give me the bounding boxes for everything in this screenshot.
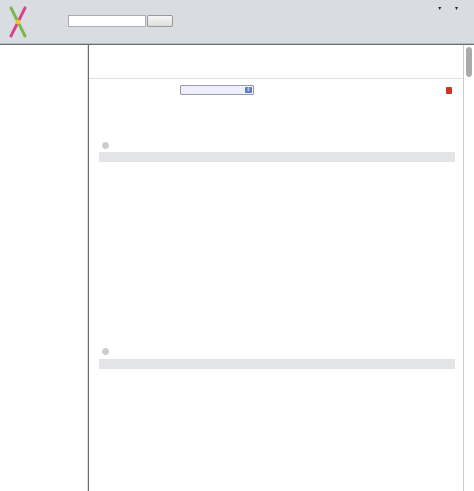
search-input[interactable] bbox=[68, 15, 146, 27]
table-header bbox=[99, 152, 455, 162]
logo-mark-icon bbox=[9, 6, 27, 38]
decreased-risk-title bbox=[99, 346, 109, 356]
header-name bbox=[183, 359, 267, 369]
header-dot bbox=[99, 152, 183, 162]
user-nav bbox=[422, 5, 466, 12]
help-icon[interactable] bbox=[102, 348, 109, 355]
elevated-risk-title bbox=[99, 140, 109, 150]
chevron-updown-icon: ⇕ bbox=[246, 87, 251, 93]
header-updated bbox=[350, 152, 455, 162]
sidebar bbox=[0, 45, 88, 491]
scrollbar[interactable] bbox=[463, 45, 474, 491]
header-name bbox=[183, 152, 267, 162]
chevron-down-icon: ▾ bbox=[438, 6, 442, 12]
top-bar bbox=[0, 0, 474, 44]
print-summary-link[interactable] bbox=[446, 87, 454, 94]
main-content bbox=[89, 45, 463, 491]
scrollbar-thumb[interactable] bbox=[466, 47, 472, 77]
decreased-risk-table bbox=[99, 359, 455, 369]
sort-row bbox=[99, 123, 113, 129]
show-results-row bbox=[99, 85, 454, 99]
header-confidence bbox=[267, 152, 351, 162]
search-button[interactable] bbox=[147, 15, 173, 27]
header-updated bbox=[350, 359, 455, 369]
header-confidence bbox=[267, 359, 351, 369]
help-icon[interactable] bbox=[102, 142, 109, 149]
profile-select[interactable] bbox=[180, 85, 254, 95]
header-dot bbox=[99, 359, 183, 369]
elevated-risk-table bbox=[99, 152, 455, 162]
table-header bbox=[99, 359, 455, 369]
pdf-icon bbox=[446, 87, 452, 94]
chevron-down-icon: ▾ bbox=[454, 6, 458, 12]
divider bbox=[89, 78, 463, 79]
brand-logo[interactable] bbox=[7, 4, 69, 40]
